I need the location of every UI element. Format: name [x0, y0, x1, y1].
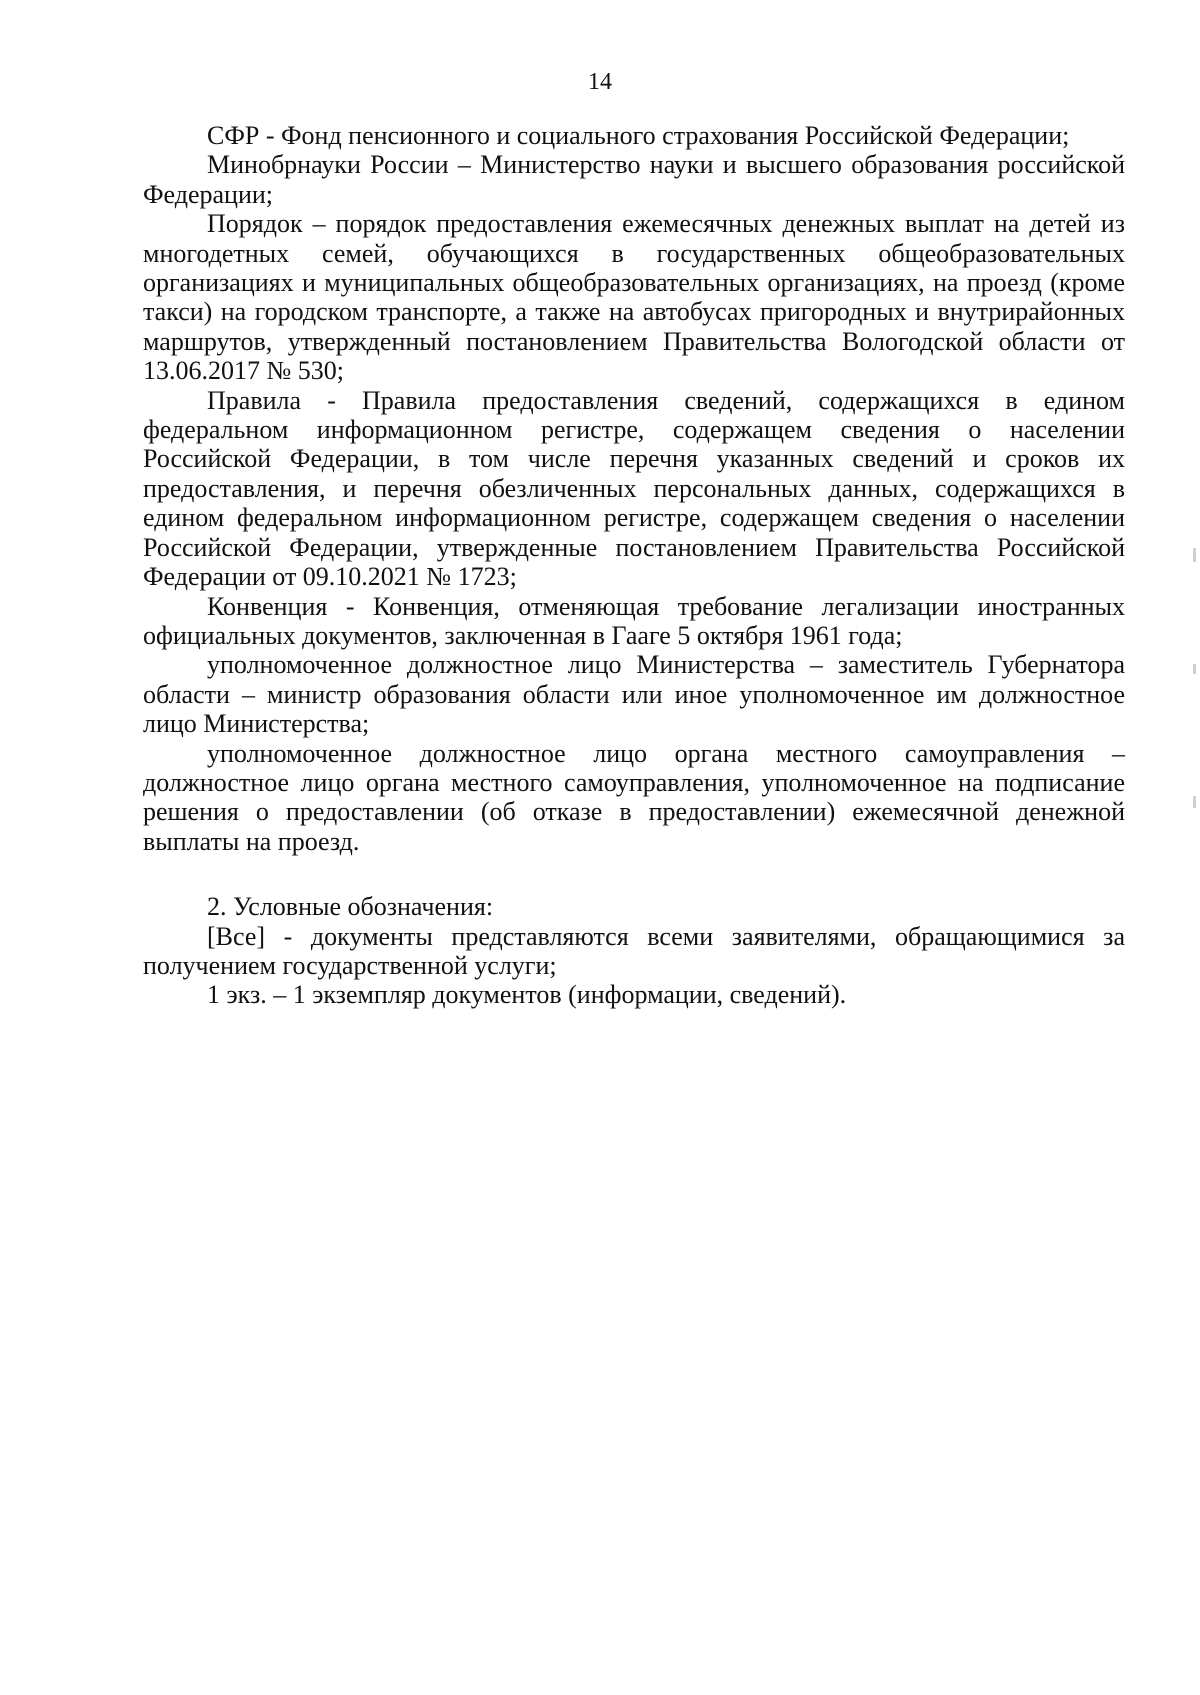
definition-sfr: СФР - Фонд пенсионного и социального страхования Российской Федерации;	[207, 121, 1070, 150]
scan-edge-mark	[1193, 548, 1196, 562]
section-heading: 2. Условные обозначения:	[207, 892, 494, 922]
definition-pravila: Правила - Правила предоставления сведений, содержащихся в едином федеральном информационном регистре, содержащем сведения о населении Российской Федерации, в том числе перечня указанных сведений и сроков их предоставления, и перечня обезличенных персональных данных, содержащихся в едином федеральном информационном регистре, содержащем сведения о населении Российской Федерации, утвержденные постановлением Правительства Российской Федерации от 09.10.2021 № 1723;	[143, 385, 1125, 592]
definition-official-local-government: уполномоченное должностное лицо органа местного самоуправления – должностное лицо органа местного самоуправления, уполномоченное на подписание решения о предоставлении (об отказе в предоставлении) ежемесячной денежной выплаты на проезд.	[143, 738, 1125, 856]
scan-edge-mark	[1193, 796, 1196, 808]
document-body	[143, 121, 1125, 1010]
convention-item-copy: 1 экз. – 1 экземпляр документов (информации, сведений).	[207, 980, 847, 1010]
definition-minobrnauki: Минобрнауки России – Министерство науки и высшего образования российской Федерации;	[143, 150, 1125, 209]
definition-poryadok: Порядок – порядок предоставления ежемесячных денежных выплат на детей из многодетных семей, обучающихся в государственных общеобразовательных организациях и муниципальных общеобразовательных организациях, на проезд (кроме такси) на городском транспорте, а также на автобусах пригородных и внутрирайонных маршрутов, утвержденный постановлением Правительства Вологодской области от 13.06.2017 № 530;	[143, 209, 1125, 386]
definition-official-ministry: уполномоченное должностное лицо Министерства – заместитель Губернатора области – министр образования области или иное уполномоченное им должностное лицо Министерства;	[143, 650, 1125, 739]
page-number: 14	[588, 69, 612, 95]
scan-edge-mark	[1193, 664, 1196, 674]
section-conventions	[143, 892, 1125, 1010]
definition-konventsiya: Конвенция - Конвенция, отменяющая требование легализации иностранных официальных документов, заключенная в Гааге 5 октября 1961 года;	[143, 591, 1125, 650]
convention-item-all: [Все] - документы представляются всеми заявителями, обращающимися за получением государственной услуги;	[143, 921, 1125, 980]
